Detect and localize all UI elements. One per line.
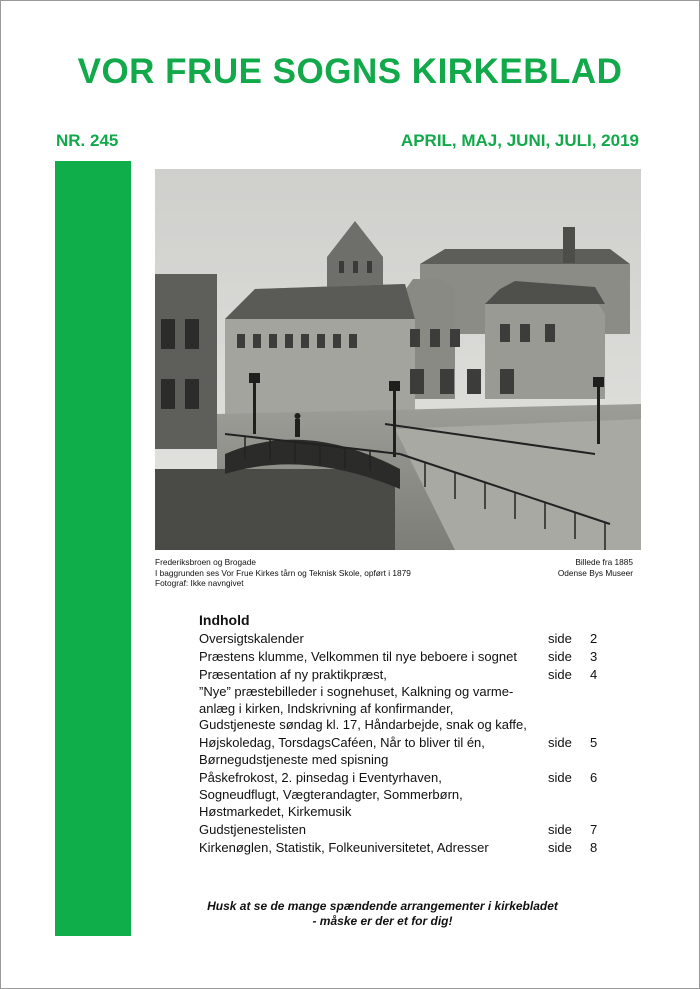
toc-page-number: 8	[590, 839, 598, 855]
toc-line: Høstmarkedet, Kirkemusik	[199, 803, 352, 819]
page-title: VOR FRUE SOGNS KIRKEBLAD	[77, 52, 623, 91]
toc-line: Påskefrokost, 2. pinsedag i Eventyrhaven,	[199, 770, 442, 786]
toc-page-number: 7	[590, 821, 598, 837]
toc-side-label: side	[548, 839, 572, 855]
toc-entry-text	[199, 840, 539, 857]
toc-heading: Indhold	[199, 612, 250, 628]
toc-line: Oversigtskalender	[199, 631, 304, 646]
caption-line: Billede fra 1885	[575, 557, 633, 567]
toc-line: Præsentation af ny praktikpræst,	[199, 666, 387, 682]
table-of-contents	[199, 612, 609, 858]
footer-line: - måske er der et for dig!	[312, 914, 453, 928]
toc-page-number: 4	[590, 666, 598, 682]
toc-side-label: side	[548, 770, 572, 786]
footer-line: Husk at se de mange spændende arrangementer i kirkebladet	[207, 899, 558, 913]
toc-page-number: 2	[590, 631, 598, 646]
toc-line: Sogneudflugt, Vægterandagter, Sommerbørn,	[199, 786, 463, 802]
historic-photo	[155, 169, 641, 550]
toc-entry-text	[199, 822, 539, 839]
toc-entry	[199, 667, 609, 734]
toc-side-label: side	[548, 821, 572, 837]
toc-line: Børnegudstjeneste med spisning	[199, 752, 389, 768]
toc-line: Højskoledag, TorsdagsCaféen, Når to bliver til én,	[199, 735, 485, 751]
caption-line: Frederiksbroen og Brogade	[155, 557, 257, 567]
toc-entry	[199, 735, 609, 769]
toc-page-number: 3	[590, 648, 598, 664]
toc-entry	[199, 649, 609, 666]
toc-entry	[199, 822, 609, 839]
toc-entry	[199, 631, 609, 648]
caption-line: Odense Bys Museer	[557, 567, 633, 578]
photo-caption-left	[155, 557, 411, 589]
toc-entry	[199, 840, 609, 857]
toc-entry-text	[199, 631, 539, 648]
issue-number: NR. 245	[56, 131, 119, 150]
toc-entry-text	[199, 735, 539, 769]
caption-line: I baggrunden ses Vor Frue Kirkes tårn og Teknisk Skole, opført i 1879	[155, 567, 411, 578]
toc-line: Gudstjenestelisten	[199, 821, 306, 837]
toc-line: Gudstjeneste søndag kl. 17, Håndarbejde, snak og kaffe,	[199, 717, 527, 733]
issue-dates: APRIL, MAJ, JUNI, JULI, 2019	[400, 131, 639, 150]
photo-caption-right	[558, 557, 633, 578]
toc-side-label: side	[548, 666, 572, 682]
toc-page-number: 6	[590, 770, 598, 786]
footer-note	[0, 899, 700, 929]
caption-line: Fotograf: Ikke navngivet	[155, 578, 244, 588]
toc-entry-text	[199, 649, 539, 666]
toc-side-label: side	[548, 648, 572, 664]
toc-side-label: side	[548, 631, 572, 646]
toc-line: Kirkenøglen, Statistik, Folkeuniversitetet, Adresser	[199, 839, 489, 855]
toc-line: Præstens klumme, Velkommen til nye beboere i sognet	[199, 648, 517, 664]
toc-entry-text	[199, 667, 539, 734]
toc-line: anlæg i kirken, Indskrivning af konfirmander,	[199, 700, 454, 716]
green-side-bar	[55, 161, 131, 936]
toc-side-label: side	[548, 735, 572, 751]
toc-entry-text	[199, 770, 539, 820]
toc-page-number: 5	[590, 735, 598, 751]
toc-entry	[199, 770, 609, 820]
toc-line: ”Nye” præstebilleder i sognehuset, Kalkning og varme-	[199, 683, 514, 699]
